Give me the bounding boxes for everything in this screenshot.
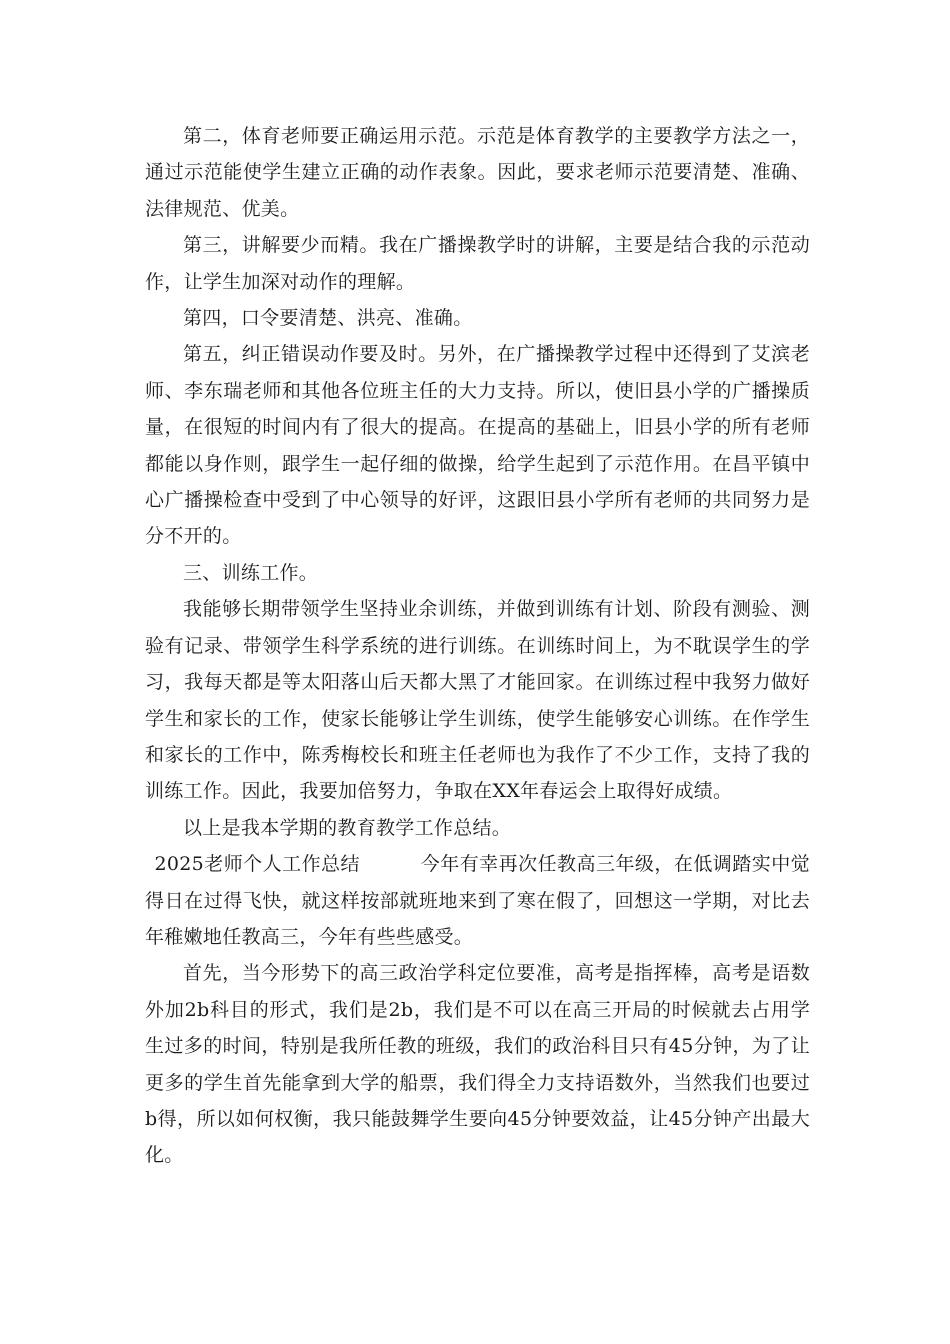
paragraph-explanation: 第三，讲解要少而精。我在广播操教学时的讲解，主要是结合我的示范动作，让学生加深对动作的理解。 <box>145 234 810 293</box>
paragraph-corrections: 第五，纠正错误动作要及时。另外，在广播操教学过程中还得到了艾滨老师、李东瑞老师和其他各位班主任的大力支持。所以，使旧县小学的广播操质量，在很短的时间内有了很大的提高。在提高的基础上，旧县小学的所有老师都能以身作则，跟学生一起仔细的做操，给学生起到了示范作用。在昌平镇中心广播操检查中受到了中心领导的好评，这跟旧县小学所有老师的共同努力是分不开的。 <box>145 343 810 548</box>
paragraph-politics-positioning: 首先，当今形势下的高三政治学科定位要准，高考是指挥棒，高考是语数外加2b科目的形式，我们是2b，我们是不可以在高三开局的时候就去占用学生过多的时间，特别是我所任教的班级，我们的政治科目只有45分钟，为了让更多的学生首先能拿到大学的船票，我们得全力支持语数外，当然我们也要过b得，所以如何权衡，我只能鼓舞学生要向45分钟要效益，让45分钟产出最大化。 <box>145 962 810 1167</box>
paragraph-summary-closing: 以上是我本学期的教育教学工作总结。 <box>183 816 512 839</box>
second-summary-title: 2025老师个人工作总结 <box>154 853 360 876</box>
paragraph-second-summary-intro <box>145 846 810 955</box>
paragraph-commands: 第四，口令要清楚、洪亮、准确。 <box>183 307 473 330</box>
paragraph-training: 我能够长期带领学生坚持业余训练，并做到训练有计划、阶段有测验、测验有记录、带领学生科学系统的进行训练。在训练时间上，为不耽误学生的学习，我每天都是等太阳落山后天都大黑了才能回家。在训练过程中我努力做好学生和家长的工作，使家长能够让学生训练，使学生能够安心训练。在作学生和家长的工作中，陈秀梅校长和班主任老师也为我作了不少工作，支持了我的训练工作。因此，我要加倍努力，争取在XX年春运会上取得好成绩。 <box>145 598 810 803</box>
section-heading-training: 三、训练工作。 <box>183 561 319 584</box>
paragraph-demonstration: 第二，体育老师要正确运用示范。示范是体育教学的主要教学方法之一，通过示范能使学生建立正确的动作表象。因此，要求老师示范要清楚、准确、法律规范、优美。 <box>145 125 810 220</box>
second-summary-intro-text: 今年有幸再次任教高三年级，在低调踏实中觉得日在过得飞快，就这样按部就班地来到了寒在假了，回想这一学期，对比去年稚嫩地任教高三，今年有些些感受。 <box>145 853 810 948</box>
document-body <box>145 118 810 1174</box>
